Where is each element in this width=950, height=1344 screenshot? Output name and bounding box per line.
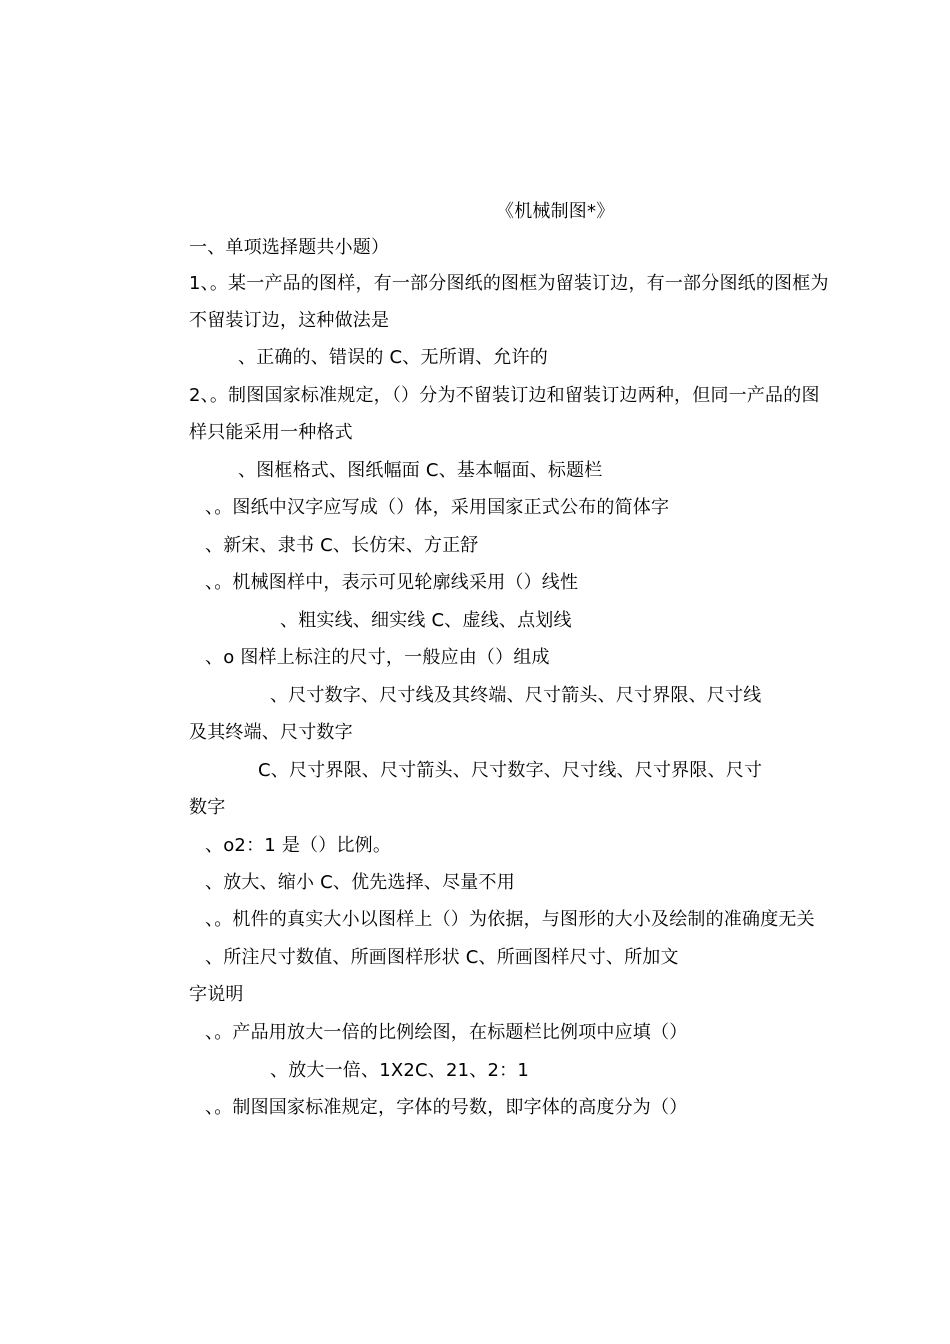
- question-3-options: 、新宋、隶书 C、长仿宋、方正舒: [205, 535, 479, 556]
- question-2-options: 、图框格式、图纸幅面 C、基本幅面、标题栏: [238, 460, 603, 481]
- question-5-options-line-2: 及其终端、尺寸数字: [189, 722, 353, 743]
- question-3-line-1: 、。图纸中汉字应写成（）体，采用国家正式公布的简体字: [205, 497, 670, 518]
- question-1-line-2: 不留装订边，这种做法是: [189, 310, 390, 331]
- question-6-options: 、放大、缩小 C、优先选择、尽量不用: [205, 872, 515, 893]
- section-heading: 一、单项选择题共小题）: [189, 237, 390, 258]
- question-8-options: 、放大一倍、1X2C、21、2：1: [270, 1060, 530, 1081]
- question-7-options-line-2: 字说明: [189, 984, 244, 1005]
- question-2-line-2: 样只能采用一种格式: [189, 422, 353, 443]
- question-1-line-1: 1、。某一产品的图样，有一部分图纸的图框为留装订边，有一部分图纸的图框为: [189, 273, 829, 294]
- question-5-options-line-3: C、尺寸界限、尺寸箭头、尺寸数字、尺寸线、尺寸界限、尺寸: [258, 760, 763, 781]
- question-5-line-1: 、o 图样上标注的尺寸，一般应由（）组成: [205, 647, 550, 668]
- document-title: 《机械制图*》: [496, 201, 615, 222]
- question-6-line-1: 、o2：1 是（）比例。: [205, 835, 392, 856]
- question-7-options-line-1: 、所注尺寸数值、所画图样形状 C、所画图样尺寸、所加文: [205, 947, 679, 968]
- question-1-options: 、正确的、错误的 C、无所谓、允许的: [238, 347, 548, 368]
- question-9-line-1: 、。制图国家标准规定，字体的号数，即字体的高度分为（）: [205, 1097, 688, 1118]
- question-7-line-1: 、。机件的真实大小以图样上（）为依据，与图形的大小及绘制的准确度无关: [205, 909, 815, 930]
- question-4-line-1: 、。机械图样中，表示可见轮廓线采用（）线性: [205, 572, 579, 593]
- question-5-options-line-4: 数字: [189, 797, 226, 818]
- question-4-options: 、粗实线、细实线 C、虚线、点划线: [280, 610, 572, 631]
- question-2-line-1: 2、。制图国家标准规定，（）分为不留装订边和留装订边两种，但同一产品的图: [189, 385, 820, 406]
- question-5-options-line-1: 、尺寸数字、尺寸线及其终端、尺寸箭头、尺寸界限、尺寸线: [270, 685, 762, 706]
- question-8-line-1: 、。产品用放大一倍的比例绘图，在标题栏比例项中应填（）: [205, 1022, 688, 1043]
